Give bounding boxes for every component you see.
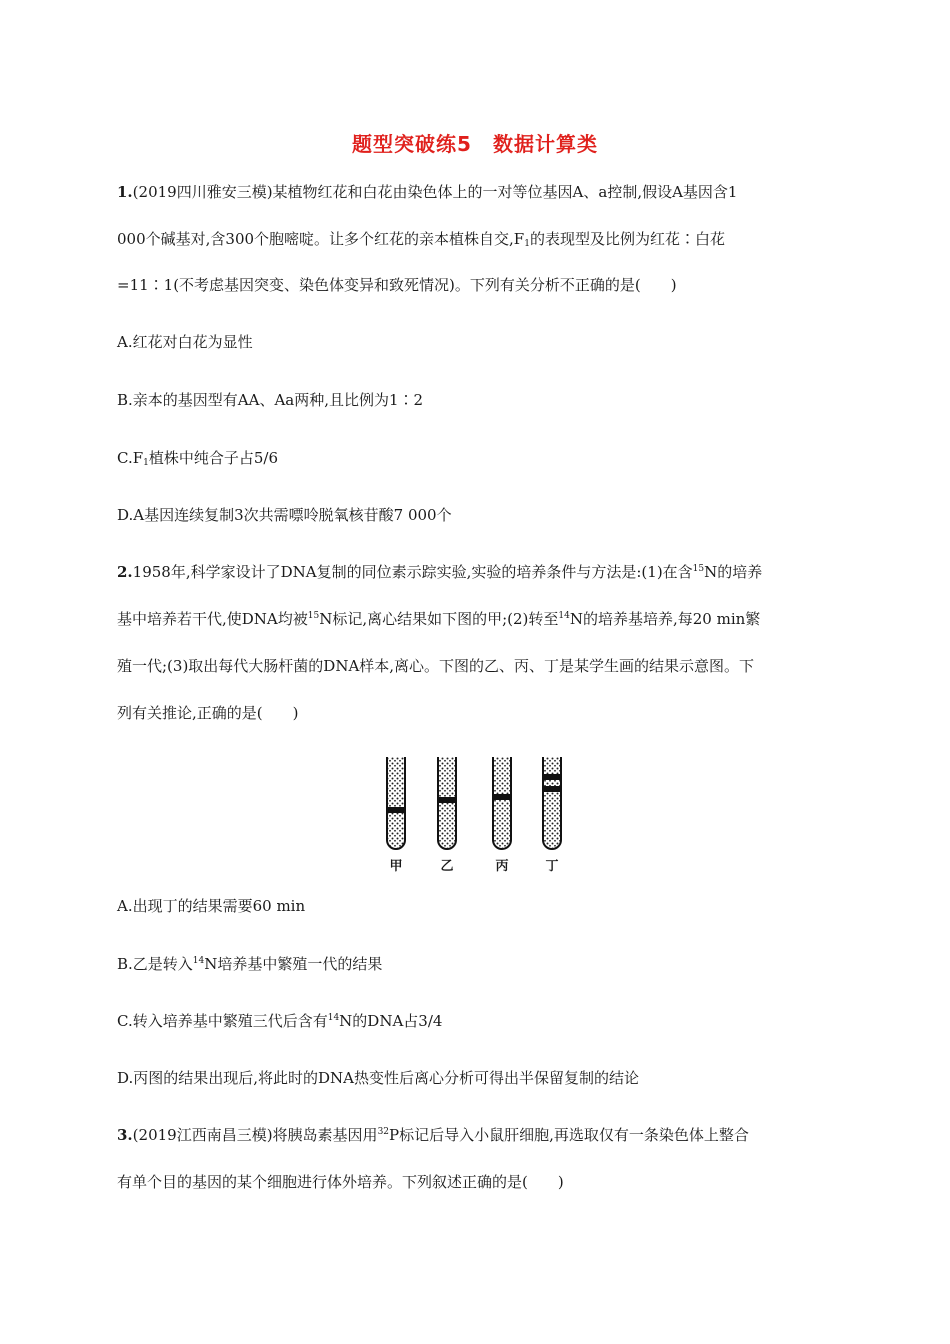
tube-yi	[438, 757, 456, 849]
q1-option-a: A.红花对白花为显性	[117, 333, 253, 351]
q3-line-1: 3.(2019江西南昌三模)将胰岛素基因用$^{32}$P标记后导入小鼠肝细胞,再选取仅有一条染色体上整合	[117, 1126, 749, 1144]
q2-number: 2.	[117, 563, 133, 581]
q2-option-d: D.丙图的结果出现后,将此时的DNA热变性后离心分析可得出半保留复制的结论	[117, 1069, 640, 1087]
q1-line-2: 000个碱基对,含300个胞嘧啶。让多个红花的亲本植株自交$,F_1$的表现型及比例为红花∶白花	[117, 230, 725, 249]
band-light	[543, 774, 561, 780]
band-middle	[438, 797, 456, 803]
label-bing: 丙	[495, 859, 509, 874]
q1-line-1: 1.(2019四川雅安三模)某植物红花和白花由染色体上的一对等位基因A、a控制,假设A基因含1	[117, 183, 738, 201]
label-jia: 甲	[389, 859, 403, 874]
label-yi: 乙	[440, 859, 454, 874]
q3-line-2: 有单个目的基因的某个细胞进行体外培养。下列叙述正确的是( )	[117, 1173, 564, 1191]
label-ding: 丁	[545, 859, 559, 874]
centrifuge-tubes-figure	[376, 752, 576, 877]
q2-line-4: 列有关推论,正确的是( )	[117, 704, 299, 722]
tube-ding	[543, 757, 561, 849]
q3-number: 3.	[117, 1126, 133, 1144]
q2-option-b: B.乙是转入$^{14}$N培养基中繁殖一代的结果	[117, 955, 383, 973]
q1-line-3: =11∶1(不考虑基因突变、染色体变异和致死情况)。下列有关分析不正确的是( )	[117, 276, 677, 294]
q2-option-a: A.出现丁的结果需要60 min	[117, 897, 306, 915]
q1-option-d: D.A基因连续复制3次共需嘌呤脱氧核苷酸7 000个	[117, 506, 452, 524]
q1-option-b: B.亲本的基因型有AA、Aa两种,且比例为1∶2	[117, 391, 424, 409]
tube-jia	[387, 757, 405, 849]
q2-line-1: 2.1958年,科学家设计了DNA复制的同位素示踪实验,实验的培养条件与方法是:(1)在含$^{15}$N的培养	[117, 563, 763, 581]
q1-option-c: $C.F_1$植株中纯合子占5/6	[117, 449, 279, 468]
q2-line-2: 基中培养若干代,使DNA均被$^{15}$N标记,离心结果如下图的甲;(2)转至$^{14}$N的培养基培养,每20 min繁	[117, 610, 761, 628]
q1-number: 1.	[117, 183, 133, 201]
band-middle	[493, 794, 511, 800]
q2-option-c: C.转入培养基中繁殖三代后含有$^{14}$N的DNA占3/4	[117, 1012, 443, 1030]
band-heavy	[387, 807, 405, 813]
tube-bing	[493, 757, 511, 849]
tubes-svg	[376, 752, 576, 852]
page-title: 题型突破练5 数据计算类	[352, 132, 598, 156]
q2-line-3: 殖一代;(3)取出每代大肠杆菌的DNA样本,离心。下图的乙、丙、丁是某学生画的结果示意图。下	[117, 657, 755, 675]
band-middle	[543, 786, 561, 792]
